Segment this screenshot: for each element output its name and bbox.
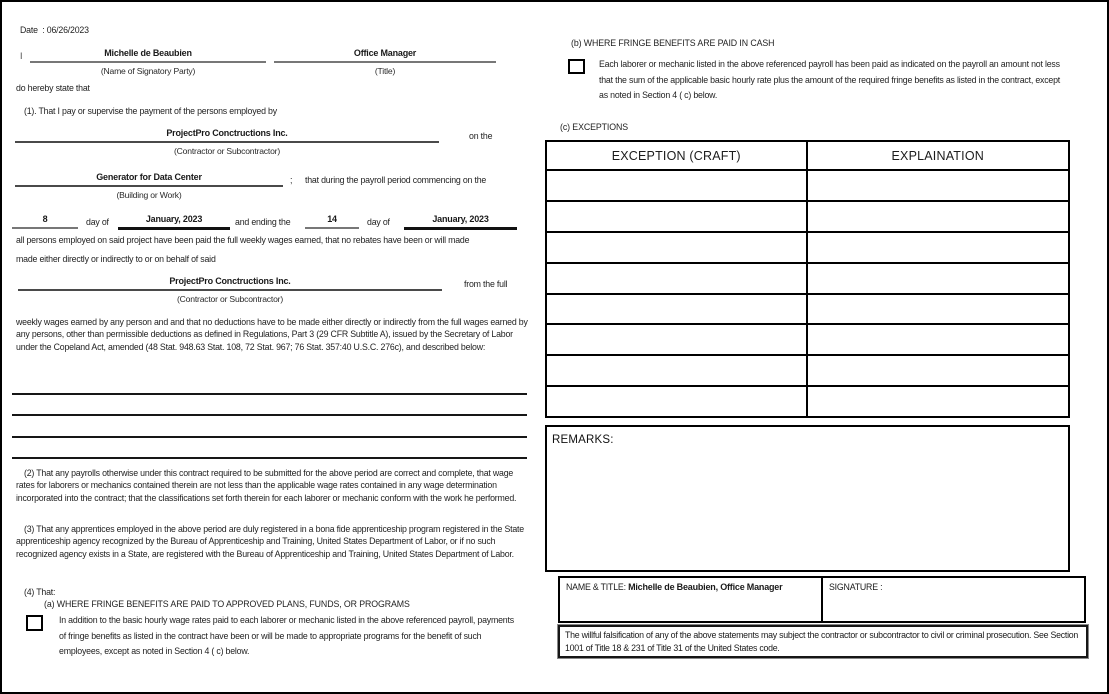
exceptions-table bbox=[545, 140, 1070, 418]
pronoun-i: I bbox=[20, 51, 23, 61]
name-title-cell[interactable] bbox=[560, 578, 823, 621]
signatory-title-field-group bbox=[274, 48, 496, 76]
clause4b-text: Each laborer or mechanic listed in the above referenced payroll has been paid as indicated on the payroll an amount not less that the sum of the applicable basic hourly rate plus the amount of the required fringe benefits as listed in the contract, except as noted in Section 4 ( c) below. bbox=[599, 59, 1061, 101]
date-value: 06/26/2023 bbox=[46, 25, 89, 35]
falsification-notice-box bbox=[558, 625, 1088, 658]
explanation-cell[interactable] bbox=[808, 295, 1069, 326]
date-line bbox=[20, 24, 89, 36]
explanation-cell[interactable] bbox=[808, 171, 1069, 202]
explanation-cell[interactable] bbox=[808, 387, 1069, 418]
clause1-intro: (1). That I pay or supervise the payment of the persons employed by bbox=[24, 106, 277, 116]
month-end-field[interactable]: January, 2023 bbox=[404, 214, 517, 230]
signatory-name-caption: (Name of Signatory Party) bbox=[100, 66, 196, 76]
building-field-group bbox=[15, 172, 283, 200]
contractor1-field-group bbox=[15, 128, 439, 156]
signature-label: SIGNATURE : bbox=[829, 582, 883, 592]
name-title-label: NAME & TITLE: bbox=[566, 582, 626, 592]
exception-craft-cell[interactable] bbox=[547, 264, 808, 295]
signature-cell[interactable] bbox=[823, 578, 1084, 621]
contractor2-caption: (Contractor or Subcontractor) bbox=[177, 294, 283, 304]
deduction-blank-line-1[interactable] bbox=[12, 393, 527, 395]
exceptions-table-header-row bbox=[547, 142, 1068, 171]
remarks-box[interactable] bbox=[545, 425, 1070, 572]
day-start-field[interactable]: 8 bbox=[12, 214, 78, 229]
exception-craft-cell[interactable] bbox=[547, 356, 808, 387]
exceptions-table-body bbox=[547, 171, 1068, 418]
para-weekly-wages: weekly wages earned by any person and and that no deductions have to be made either directly or indirectly from the full wages earned by any persons, other than permissible deductions as defined in Regulations, Part 3 (29 CFR Subtitle A), issued by the Secretary of Labor under the Copeland Act, amended (48 Stat. 948.63 Stat. 108, 72 Stat. 967; 76 Stat. 357:40 U.S.C. 276c), and described below: bbox=[16, 317, 528, 352]
exceptions-table-row bbox=[547, 202, 1068, 233]
month-start-field-group bbox=[118, 214, 230, 230]
para-all-persons bbox=[16, 231, 530, 269]
exception-craft-header: EXCEPTION (CRAFT) bbox=[547, 142, 808, 171]
day-of-1-text: day of bbox=[86, 217, 109, 227]
day-of-2-text: day of bbox=[367, 217, 390, 227]
contractor2-field[interactable]: ProjectPro Conctructions Inc. bbox=[18, 276, 442, 291]
exception-craft-cell[interactable] bbox=[547, 233, 808, 264]
name-signature-box bbox=[558, 576, 1086, 623]
contractor1-caption: (Contractor or Subcontractor) bbox=[174, 146, 280, 156]
deduction-blank-line-3[interactable] bbox=[12, 436, 527, 438]
exceptions-table-row bbox=[547, 356, 1068, 387]
exceptions-table-row bbox=[547, 171, 1068, 202]
explanation-cell[interactable] bbox=[808, 264, 1069, 295]
day-start-field-group bbox=[12, 214, 78, 229]
commencing-text: that during the payroll period commencing on the bbox=[305, 175, 487, 185]
fringe-cash-checkbox[interactable] bbox=[568, 59, 585, 74]
exceptions-table-row bbox=[547, 387, 1068, 418]
date-label: Date : bbox=[20, 25, 45, 35]
month-start-field[interactable]: January, 2023 bbox=[118, 214, 230, 230]
on-the-text: on the bbox=[469, 131, 493, 141]
signatory-title-caption: (Title) bbox=[374, 66, 396, 76]
exception-craft-cell[interactable] bbox=[547, 202, 808, 233]
fringe-plans-checkbox[interactable] bbox=[26, 615, 43, 631]
building-field[interactable]: Generator for Data Center bbox=[15, 172, 283, 187]
name-title-value: Michelle de Beaubien, Office Manager bbox=[628, 582, 783, 592]
building-separator: ; bbox=[290, 175, 293, 185]
month-end-field-group bbox=[404, 214, 517, 230]
deduction-blank-line-2[interactable] bbox=[12, 414, 527, 416]
signatory-title-field[interactable]: Office Manager bbox=[274, 48, 496, 63]
clause3-paragraph: (3) That any apprentices employed in the above period are duly registered in a bona fide apprenticeship program registered in the State apprenticeship agency recognized by the Bureau of Apprenticeship and Training, United States Department of Labor, or if no such recognized agency exists in a State, are registered with the Bureau of Apprenticeship and Training, United States Department of Labor. bbox=[16, 524, 524, 559]
exceptions-table-row bbox=[547, 264, 1068, 295]
day-end-field-group bbox=[305, 214, 359, 229]
clause4-label: (4) That: bbox=[24, 587, 56, 597]
falsification-text: The willful falsification of any of the above statements may subject the contractor or subcontractor to civil or criminal prosecution. See Section 1001 of Title 18 & 231 of Title 31 of the United States code. bbox=[565, 630, 1079, 653]
explanation-cell[interactable] bbox=[808, 356, 1069, 387]
exception-craft-cell[interactable] bbox=[547, 325, 808, 356]
exceptions-table-row bbox=[547, 233, 1068, 264]
and-ending-text: and ending the bbox=[235, 217, 291, 227]
signatory-name-field[interactable]: Michelle de Beaubien bbox=[30, 48, 266, 63]
do-hereby-text: do hereby state that bbox=[16, 83, 90, 93]
signatory-name-field-group bbox=[30, 48, 266, 76]
exception-craft-cell[interactable] bbox=[547, 387, 808, 418]
explanation-cell[interactable] bbox=[808, 202, 1069, 233]
contractor1-field[interactable]: ProjectPro Conctructions Inc. bbox=[15, 128, 439, 143]
exception-craft-cell[interactable] bbox=[547, 171, 808, 202]
building-caption: (Building or Work) bbox=[116, 190, 182, 200]
deduction-blank-line-4[interactable] bbox=[12, 457, 527, 459]
explanation-cell[interactable] bbox=[808, 233, 1069, 264]
clause4a-heading: (a) WHERE FRINGE BENEFITS ARE PAID TO APPROVED PLANS, FUNDS, OR PROGRAMS bbox=[44, 599, 410, 609]
exceptions-table-row bbox=[547, 325, 1068, 356]
clause2-paragraph: (2) That any payrolls otherwise under this contract required to be submitted for the above period are correct and complete, that wage rates for laborers or mechanics contained therein are not less than the applicable wage rates contained in any wage determination incorporated into the contract; that the classifications set forth therein for each laborer or mechanic conform with the work he performed. bbox=[16, 468, 517, 503]
exceptions-table-row bbox=[547, 295, 1068, 326]
remarks-label: REMARKS: bbox=[552, 434, 614, 446]
exception-craft-cell[interactable] bbox=[547, 295, 808, 326]
explanation-cell[interactable] bbox=[808, 325, 1069, 356]
from-the-full-text: from the full bbox=[464, 279, 508, 289]
day-end-field[interactable]: 14 bbox=[305, 214, 359, 229]
explanation-header: EXPLAINATION bbox=[808, 142, 1069, 171]
clause4c-heading: (c) EXCEPTIONS bbox=[560, 122, 629, 132]
contractor2-field-group bbox=[18, 276, 442, 304]
clause4b-heading: (b) WHERE FRINGE BENEFITS ARE PAID IN CASH bbox=[571, 38, 775, 48]
para-all-persons-line2: made either directly or indirectly to or on behalf of said bbox=[16, 254, 216, 264]
para-all-persons-line1: all persons employed on said project have been paid the full weekly wages earned, that no rebates have been or will made bbox=[16, 235, 470, 245]
clause4a-text: In addition to the basic hourly wage rates paid to each laborer or mechanic listed in the above referenced payroll, payments of fringe benefits as listed in the contract have been or will be made to appropriate programs for the benefit of such employees, except as noted in Section 4 ( c) below. bbox=[59, 615, 514, 657]
